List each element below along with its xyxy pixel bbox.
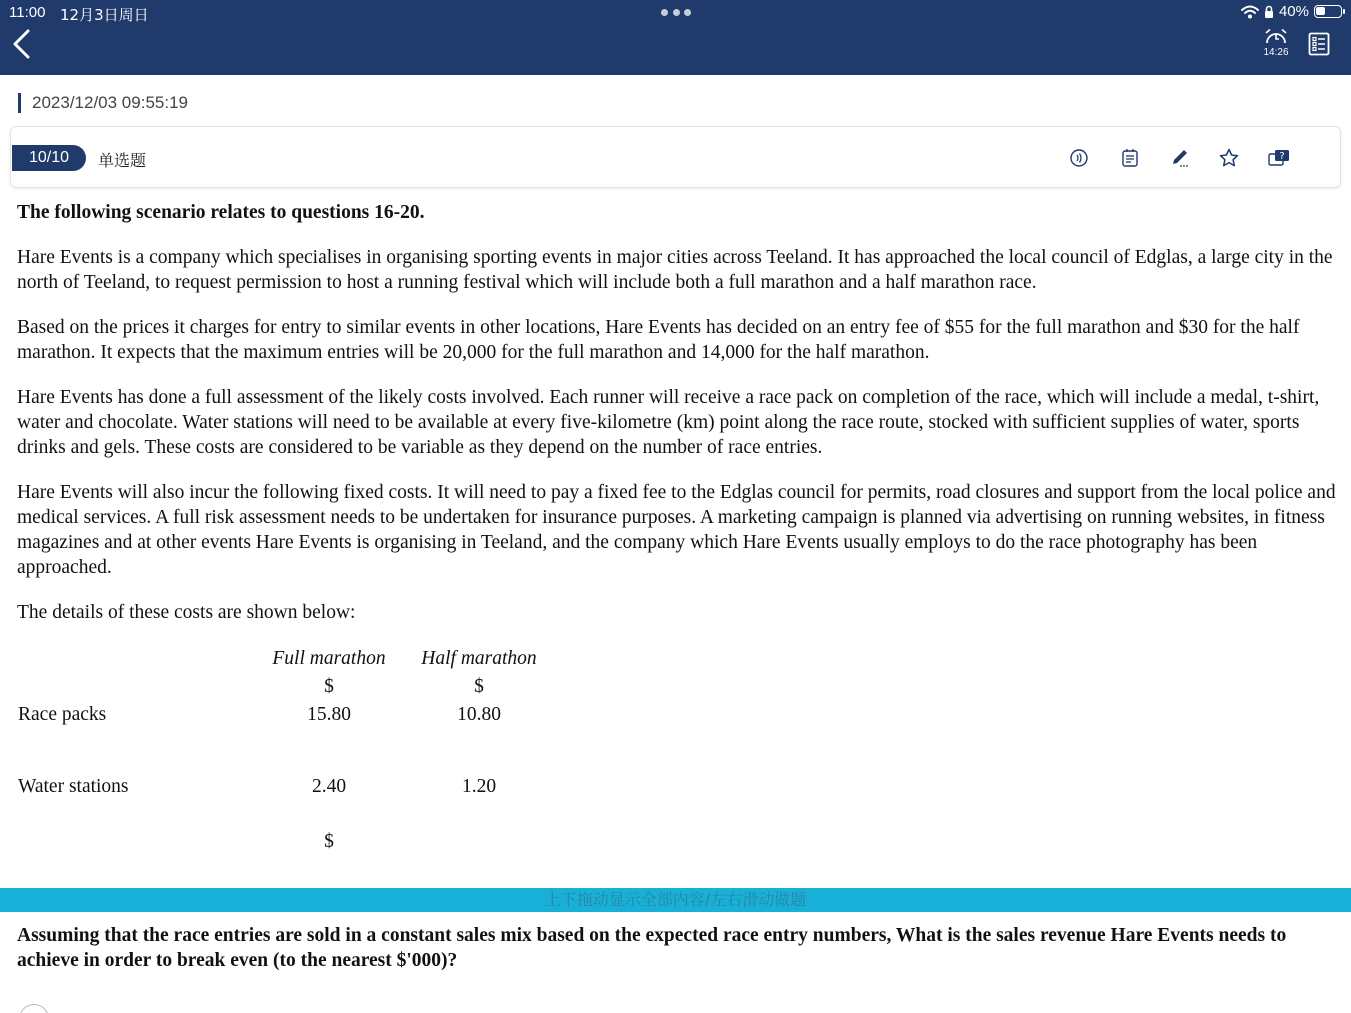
- cell-race-packs-full: 15.80: [307, 704, 351, 725]
- back-button[interactable]: [8, 28, 38, 60]
- currency-fixed-costs: $: [324, 831, 334, 852]
- top-bar: [0, 0, 1351, 75]
- cell-water-stations-full: 2.40: [311, 776, 347, 797]
- option-radio[interactable]: [19, 1004, 49, 1013]
- question-help-icon: [1267, 147, 1291, 169]
- currency-full: $: [324, 676, 334, 697]
- question-header-card: [10, 126, 1341, 188]
- scenario-content: [17, 200, 1337, 645]
- scenario-paragraph: Hare Events will also incur the following fixed costs. It will need to pay a fixed fee to the Edglas council for permits, road closures and support from the local police and medical services. A full risk assessment needs to be undertaken for insurance purposes. A marketing campaign is planned via advertising on running websites, in fitness magazines and at other events Hare Events is organising in Teeland, and the company which Hare Events usually employs to do the race photography has been approached.: [17, 482, 1336, 578]
- answer-sheet-button[interactable]: [1308, 32, 1330, 56]
- annotate-button[interactable]: [1169, 147, 1191, 169]
- cell-race-packs-half: 10.80: [457, 704, 501, 725]
- scenario-paragraph: The details of these costs are shown below:: [17, 602, 356, 623]
- cell-water-stations-half: 1.20: [461, 776, 497, 797]
- status-time: 11:00: [9, 4, 46, 21]
- lock-rotation-icon: [1264, 5, 1274, 19]
- pencil-icon: [1169, 147, 1191, 169]
- scenario-heading: The following scenario relates to questions 16-20.: [17, 202, 425, 223]
- answer-sheet-icon: [1308, 32, 1330, 56]
- audio-icon: [1068, 147, 1090, 169]
- timer-text: 14:26: [1263, 47, 1289, 58]
- note-button[interactable]: [1119, 147, 1141, 169]
- status-date: 12月3日周日: [60, 6, 149, 24]
- star-icon: [1218, 147, 1240, 169]
- status-indicators: [1241, 3, 1342, 20]
- timer-button[interactable]: [1258, 28, 1294, 58]
- chevron-left-icon: [8, 28, 38, 60]
- column-header-full: Full marathon: [272, 648, 386, 669]
- question-type-label: 单选题: [98, 151, 147, 170]
- battery-icon: [1314, 5, 1342, 18]
- question-text: Assuming that the race entries are sold in a constant sales mix based on the expected race entry numbers, What is the sales revenue Hare Events needs to achieve in order to break even (to the nearest $'000)?: [17, 925, 1287, 971]
- alarm-clock-icon: [1264, 28, 1288, 44]
- svg-text:?: ?: [1279, 151, 1285, 162]
- row-label-water-stations: Water stations: [18, 776, 129, 797]
- row-label-race-packs: Race packs: [18, 704, 107, 725]
- session-timestamp: [18, 92, 188, 114]
- scenario-paragraph: Hare Events has done a full assessment of the likely costs involved. Each runner will receive a race pack on completion of the race, which will include a medal, t-shirt, water and chocolate. Water stations will need to be available at every five-kilometre (km) point along the race route, stocked with sufficient supplies of water, sports drinks and gels. These costs are considered to be variable as they depend on the number of race entries.: [17, 387, 1320, 458]
- wifi-icon: [1241, 5, 1259, 19]
- ask-question-button[interactable]: [1267, 147, 1289, 169]
- column-header-half: Half marathon: [421, 648, 537, 669]
- multitasking-dots-icon[interactable]: [661, 9, 691, 17]
- drag-hint-bar[interactable]: 上下拖动显示全部内容/左右滑动做题: [0, 888, 1351, 912]
- scenario-paragraph: Hare Events is a company which specialises in organising sporting events in major cities across Teeland. It has approached the local council of Edglas, a large city in the north of Teeland, to request permission to host a running festival which will include both a full marathon and a half marathon race.: [17, 247, 1333, 293]
- favorite-button[interactable]: [1218, 147, 1240, 169]
- currency-half: $: [474, 676, 484, 697]
- note-icon: [1119, 147, 1141, 169]
- timestamp-text: 2023/12/03 09:55:19: [32, 93, 188, 112]
- battery-percent: 40%: [1278, 3, 1309, 20]
- timestamp-accent-bar: [18, 93, 21, 113]
- audio-button[interactable]: [1068, 147, 1090, 169]
- scenario-paragraph: Based on the prices it charges for entry to similar events in other locations, Hare Events has decided on an entry fee of $55 for the full marathon and $30 for the half marathon. It expects that the maximum entries will be 20,000 for the full marathon and 14,000 for the half marathon.: [17, 317, 1300, 363]
- question-progress-badge: 10/10: [12, 145, 86, 171]
